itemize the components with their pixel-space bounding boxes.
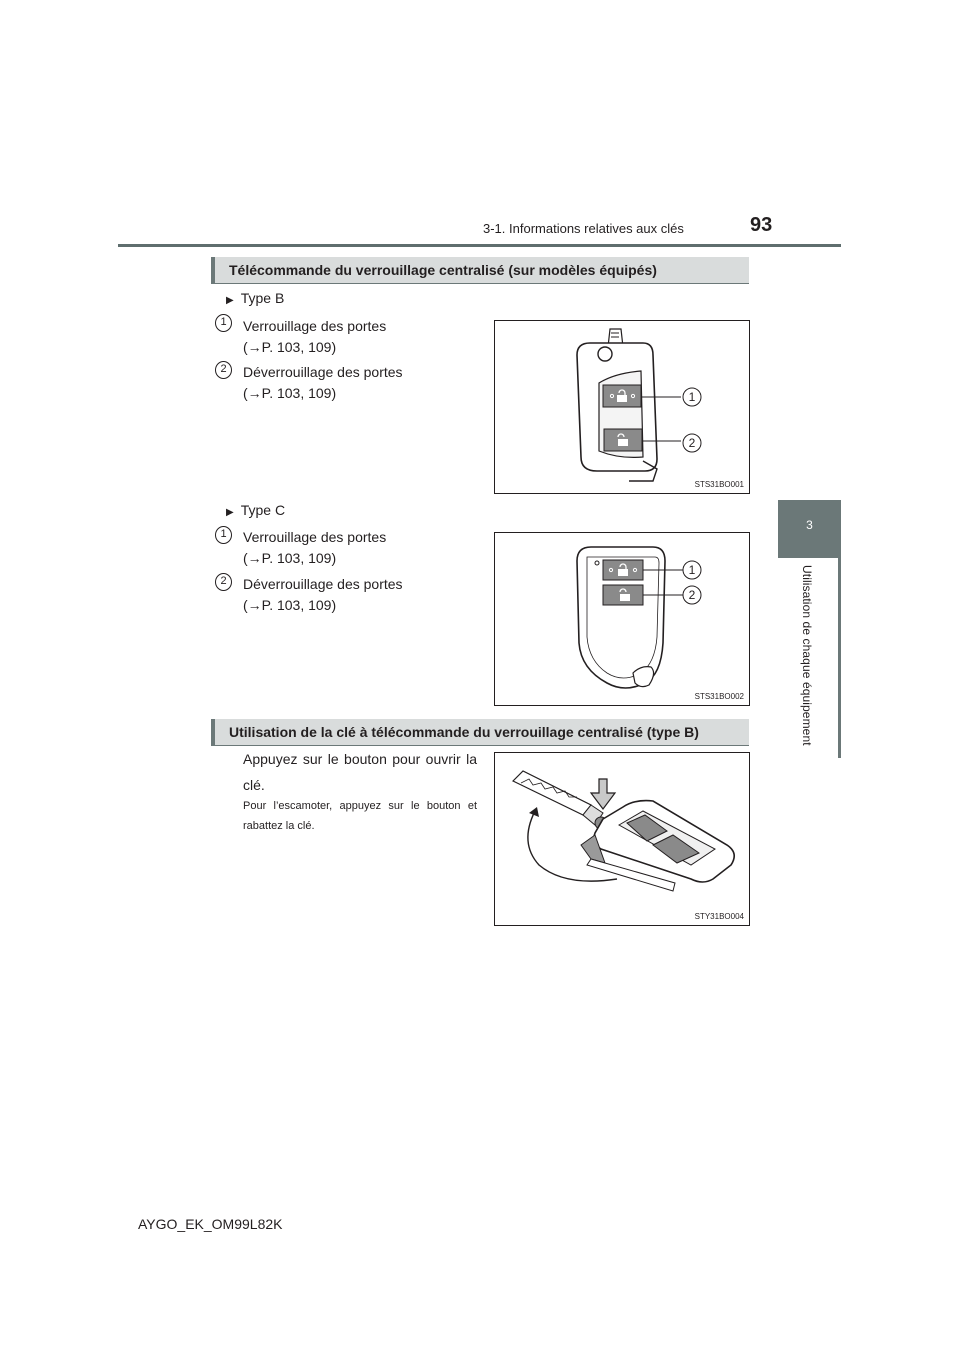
- page-number: 93: [750, 214, 773, 236]
- note-text: Pour l’escamoter, appuyez sur le bouton et rabattez la clé.: [243, 800, 477, 832]
- header-rule: [118, 244, 841, 247]
- figure-key-usage: [494, 752, 750, 926]
- flip-key-illustration: [495, 321, 749, 493]
- callout-1: 1: [688, 563, 696, 577]
- key-open-illustration: [495, 753, 749, 925]
- list-item: [243, 574, 403, 616]
- section-heading-text: Télécommande du verrouillage centralisé (sur modèles équipés): [229, 262, 657, 278]
- item-title: Verrouillage des portes: [243, 318, 387, 334]
- page-reference-link[interactable]: (→P. 103, 109): [243, 339, 337, 355]
- callout-2: 2: [688, 588, 696, 602]
- chapter-side-label: Utilisation de chaque équipement: [800, 565, 814, 746]
- header-section-title: 3-1. Informations relatives aux clés: [483, 221, 684, 236]
- section-heading-key-usage: [211, 719, 749, 745]
- callout-2: 2: [688, 436, 696, 450]
- figure-code: STS31BO001: [694, 480, 744, 489]
- figure-type-b-key: [494, 320, 750, 494]
- item-number-badge: 1: [215, 526, 232, 544]
- list-item: [243, 362, 403, 404]
- arrow-right-icon: ▶: [226, 507, 234, 518]
- callout-1: 1: [688, 390, 696, 404]
- item-number-badge: 1: [215, 314, 232, 332]
- figure-code: STS31BO002: [694, 692, 744, 701]
- section-underline: [211, 283, 749, 284]
- list-item: [243, 316, 386, 358]
- item-title: Verrouillage des portes: [243, 529, 387, 545]
- section-heading-remote: [211, 257, 749, 283]
- item-number-badge: 2: [215, 361, 232, 379]
- page-reference-link[interactable]: (→P. 103, 109): [243, 597, 337, 613]
- item-title: Déverrouillage des portes: [243, 364, 403, 380]
- page-reference-link[interactable]: (→P. 103, 109): [243, 550, 337, 566]
- type-b-label: [226, 290, 284, 306]
- chapter-tab: [778, 500, 841, 558]
- figure-code: STY31BO004: [694, 912, 744, 921]
- document-code: AYGO_EK_OM99L82K: [138, 1216, 283, 1232]
- type-c-label: [226, 502, 285, 518]
- section-heading-text: Utilisation de la clé à télécommande du verrouillage centralisé (type B): [229, 724, 699, 740]
- type-c-text: Type C: [240, 502, 286, 518]
- smart-key-illustration: [495, 533, 749, 705]
- chapter-tab-number: 3: [806, 518, 813, 532]
- instruction-text: Appuyez sur le bouton pour ouvrir la clé.: [243, 751, 477, 793]
- item-number-badge: 2: [215, 573, 232, 591]
- page-reference-link[interactable]: (→P. 103, 109): [243, 385, 337, 401]
- chapter-side-rule: [838, 558, 841, 758]
- figure-type-c-key: [494, 532, 750, 706]
- arrow-right-icon: ▶: [226, 295, 234, 306]
- list-item: [243, 527, 386, 569]
- item-title: Déverrouillage des portes: [243, 576, 403, 592]
- type-b-text: Type B: [240, 290, 285, 306]
